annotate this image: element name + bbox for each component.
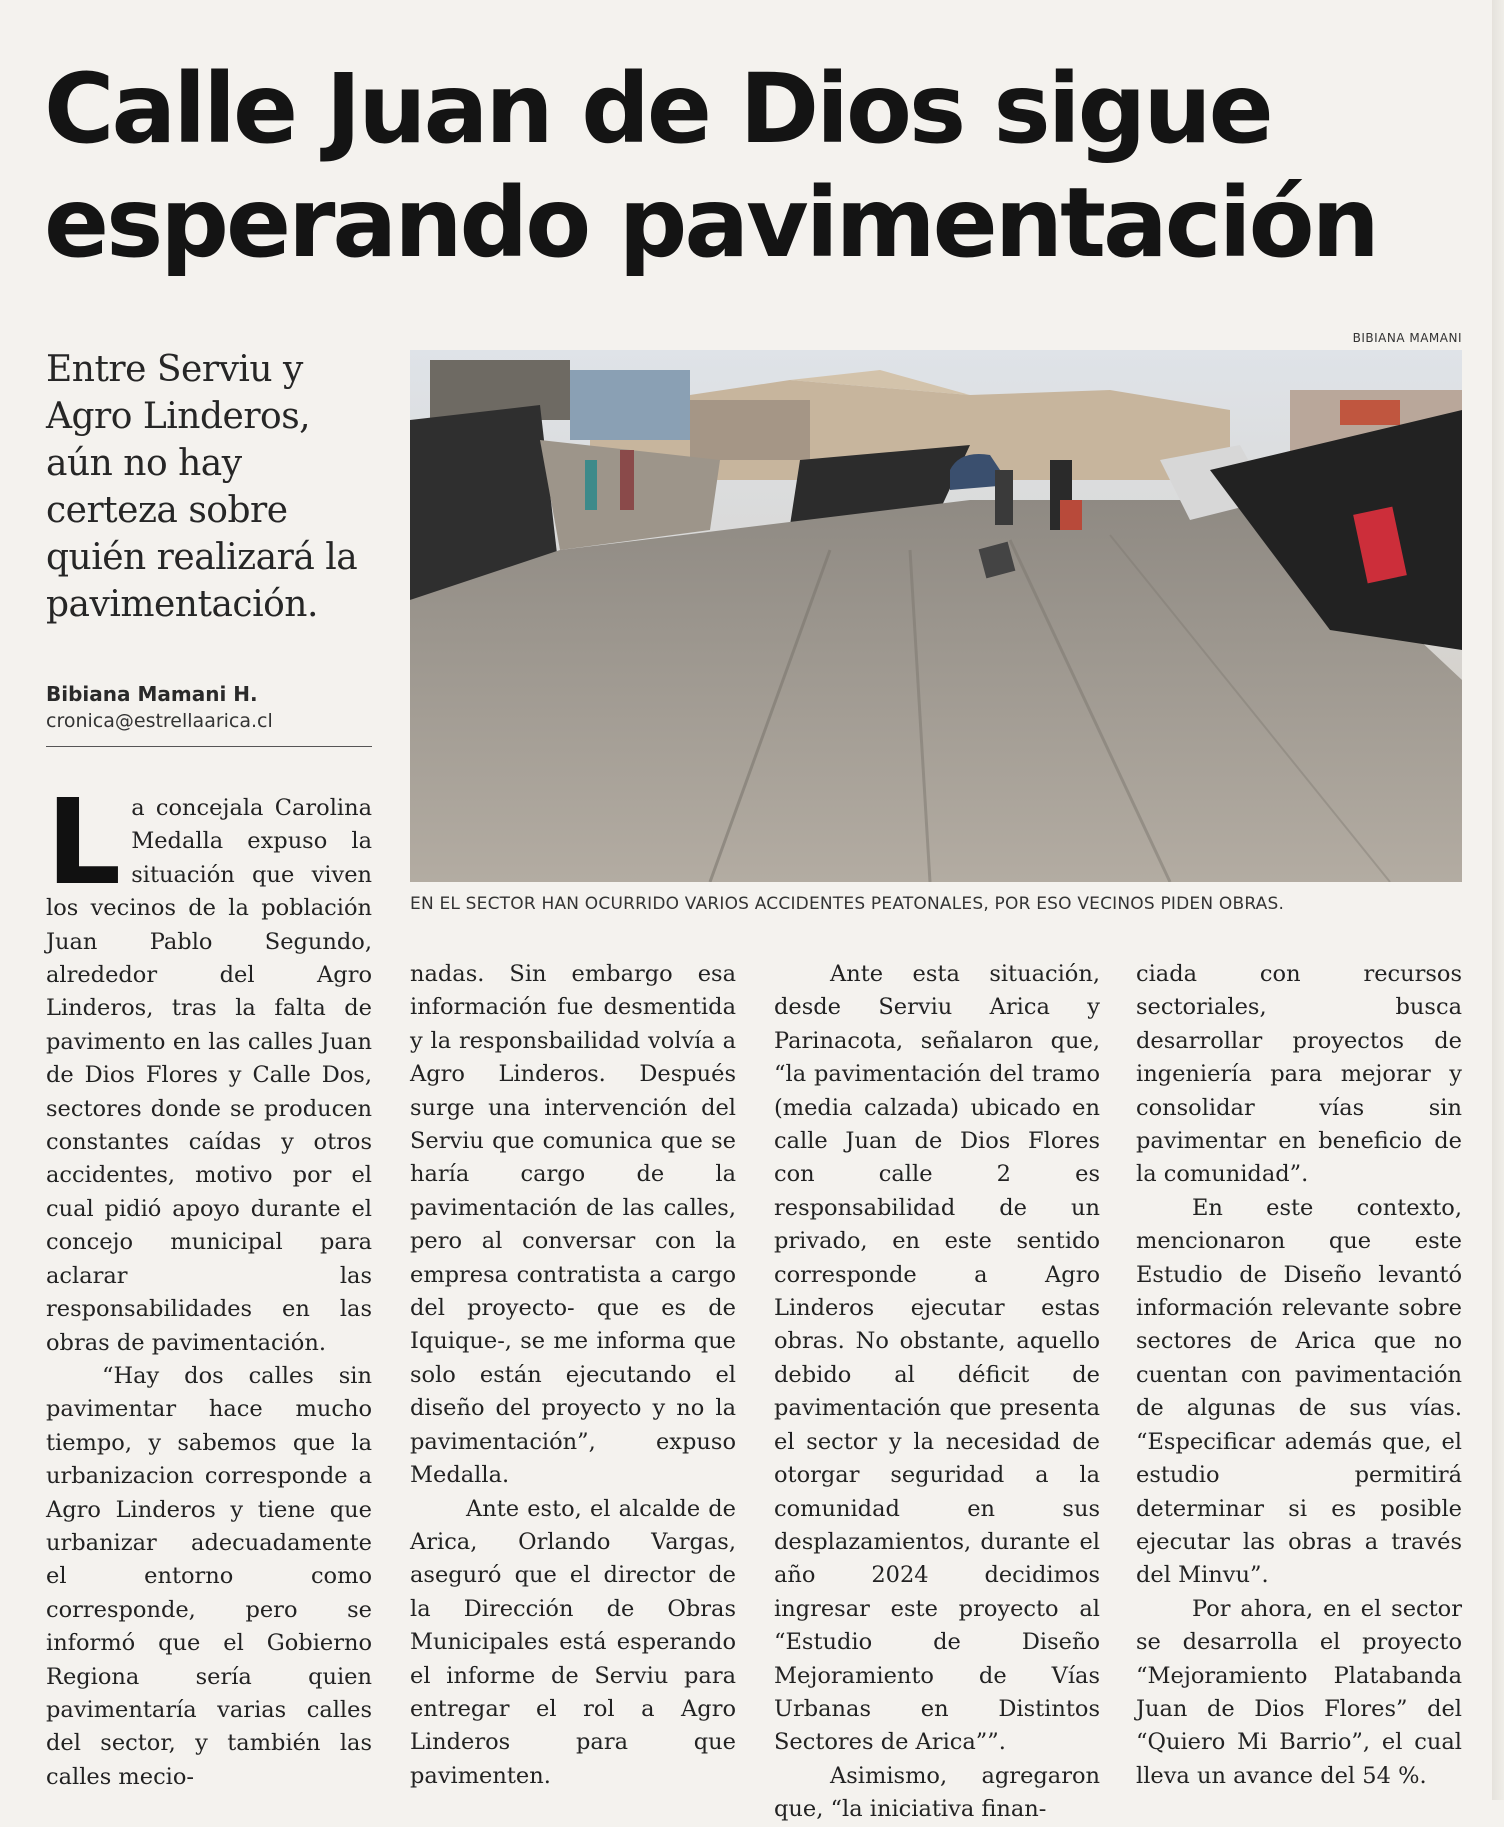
photo-credit: BIBIANA MAMANI bbox=[1352, 331, 1462, 345]
article-column-4 bbox=[1136, 958, 1462, 1793]
byline-divider bbox=[46, 746, 372, 747]
article-column-1 bbox=[46, 773, 372, 1794]
article-paragraph: nadas. Sin embargo esa información fue desmentida y la responsbailidad volvía a Agro Linderos. Después surge una intervención del Serviu que comunica que se haría cargo de la pavimentación de las calles, pero al conversar con la empresa contratista a cargo del proyecto- que es de Iquique-, se me informa que solo están ejecutando el diseño del proyecto y no la pavimentación”, expuso Medalla. bbox=[410, 961, 736, 1489]
photo-caption: EN EL SECTOR HAN OCURRIDO VARIOS ACCIDENTES PEATONALES, POR ESO VECINOS PIDEN OBRAS. bbox=[410, 894, 1285, 914]
author-email: cronica@estrellaarica.cl bbox=[46, 710, 273, 732]
headline bbox=[44, 52, 1464, 280]
article-paragraph-final: Por ahora, en el sector se desarrolla el proyecto “Mejoramiento Platabanda Juan de Dios Flores” del “Quiero Mi Barrio”, el cual lleva un avance del 54 %. bbox=[1136, 1595, 1462, 1789]
author-name: Bibiana Mamani H. bbox=[46, 682, 258, 706]
article-paragraph: a concejala Carolina Medalla expuso la situación que viven los vecinos de la población Juan Pablo Segundo, alrededor del Agro Linderos, tras la falta de pavimento en las calles Juan de Dios Flores y Calle Dos, sectores donde se producen constantes caídas y otros accidentes, motivo por el cual pidió apoyo durante el concejo municipal para aclarar las responsabilidades en las obras de pavimentación. bbox=[46, 795, 372, 1356]
article-paragraph: ciada con recursos sectoriales, busca desarrollar proyectos de ingeniería para mejorar y consolidar vías sin pavimentar en beneficio de la comunidad”. bbox=[1136, 961, 1462, 1188]
article-paragraph: Ante esta situación, desde Serviu Arica y Parinacota, señalaron que, “la pavimentación del tramo (media calzada) ubicado en calle Juan de Dios Flores con calle 2 es responsabilidad de un privado, en este sentido corresponde a Agro Linderos ejecutar estas obras. No obstante, aquello debido al déficit de pavimentación que presenta el sector y la necesidad de otorgar seguridad a la comunidad en sus desplazamientos, durante el año 2024 decidimos ingresar este proyecto al “Estudio de Diseño Mejoramiento de Vías Urbanas en Distintos Sectores de Arica””. bbox=[774, 961, 1100, 1756]
page-edge bbox=[1492, 0, 1504, 1800]
article-column-3 bbox=[774, 958, 1100, 1827]
drop-cap: L bbox=[46, 773, 122, 911]
headline-line-2: esperando pavimentación bbox=[44, 167, 1377, 279]
headline-line-1: Calle Juan de Dios sigue bbox=[44, 53, 1271, 165]
street-photo bbox=[410, 350, 1462, 882]
article-paragraph: Asimismo, agregaron que, “la iniciativa finan- bbox=[774, 1762, 1100, 1823]
article-paragraph: Ante esto, el alcalde de Arica, Orlando Vargas, aseguró que el director de la Dirección de Obras Municipales está esperando el informe de Serviu para entregar el rol a Agro Linderos para que pavimenten. bbox=[410, 1495, 736, 1789]
article-column-2 bbox=[410, 958, 736, 1793]
deck-subtitle: Entre Serviu y Agro Linderos, aún no hay certeza sobre quién realizará la pavimentación. bbox=[46, 349, 358, 625]
article-paragraph: En este contexto, mencionaron que este Estudio de Diseño levantó información relevante sobre sectores de Arica que no cuentan con pavimentación de algunas de sus vías. “Especificar además que, el estudio permitirá determinar si es posible ejecutar las obras a través del Minvu”. bbox=[1136, 1194, 1462, 1589]
article-paragraph: “Hay dos calles sin pavimentar hace mucho tiempo, y sabemos que la urbanizacion corresponde a Agro Linderos y tiene que urbanizar adecuadamente el entorno como corresponde, pero se informó que el Gobierno Regiona sería quien pavimentaría varias calles del sector, y también las calles mecio- bbox=[46, 1362, 372, 1790]
byline bbox=[46, 680, 372, 734]
